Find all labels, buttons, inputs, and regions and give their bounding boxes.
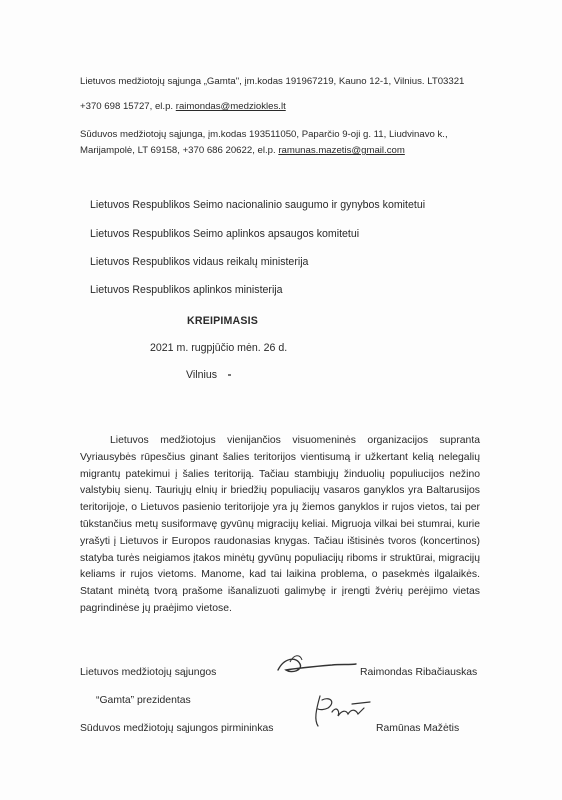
recipient-4: Lietuvos Respublikos aplinkos ministerija <box>90 284 283 296</box>
signatory-1-title: “Gamta” prezidentas <box>96 695 191 706</box>
header-address: Marijampolė, LT 69158, +370 686 20622, el.p. <box>80 145 279 156</box>
header-phone: +370 698 15727, el.p. <box>80 101 176 112</box>
document-place: Vilnius <box>186 369 218 381</box>
header-line-4 <box>80 145 405 157</box>
signatory-2-name: Ramūnas Mažėtis <box>376 723 460 734</box>
signatory-1-name: Raimondas Ribačiauskas <box>360 667 478 678</box>
document-body <box>80 433 480 618</box>
recipient-1: Lietuvos Respublikos Seimo nacionalinio saugumo ir gynybos komitetui <box>90 199 426 211</box>
recipient-2: Lietuvos Respublikos Seimo aplinkos apsaugos komitetui <box>90 228 360 240</box>
email-link-raimondas[interactable]: raimondas@medziokles.lt <box>175 101 286 112</box>
signature-1-image <box>270 648 360 688</box>
body-paragraph: Lietuvos medžiotojus vienijančios visuomeninės organizacijos supranta Vyriausybės rūpesčius ginant šalies teritorijos vientisumą ir užkertant kelią nelegalių migrantų patekimui į šalies teritoriją. Tačiau stambiųjų žinduolių populiucijos nežino valstybių sienų. Tauriųjų elnių ir briedžių populiacijų vasaros ganyklos yra Baltarusijos teritorijoje, o Lietuvos pasienio teritorijoje yra jų žiemos ganyklos ir rujos vietos, tai per tūkstančius metų susiformavę gyvūnų migracijų keliai. Migruoja vilkai bei stumrai, kurie yrašyti į Lietuvos ir Europos raudonasias knygas. Tačiau ištisinės tvoros (koncertinos) statyba turės neigiamos įtakos minėtų gyvūnų populiacijų riboms ir struktūrai, migracijų keliams ir rujos vietoms. Manome, kad tai laikina problema, o pasekmės ilgalaikės. Statant minėtą tvorą prašome išanalizuoti galimybę ir įrengti žvėrių perėjimo vietas pagrindinėse jų praėjimo vietose. <box>80 435 480 614</box>
signatory-1-org: Lietuvos medžiotojų sąjungos <box>80 667 217 678</box>
signature-2-image <box>300 692 380 732</box>
ink-dot <box>228 374 231 376</box>
document-title: KREIPIMASIS <box>187 315 259 327</box>
signatory-2-org: Sūduvos medžiotojų sąjungos pirmininkas <box>80 723 274 734</box>
document-date: 2021 m. rugpjūčio mėn. 26 d. <box>150 342 288 354</box>
email-link-ramunas[interactable]: ramunas.mazetis@gmail.com <box>278 145 405 156</box>
recipient-3: Lietuvos Respublikos vidaus reikalų ministerija <box>90 256 309 268</box>
header-line-1: Lietuvos medžiotojų sąjunga „Gamta", įm.kodas 191967219, Kauno 12-1, Vilnius. LT03321 <box>80 76 465 87</box>
header-line-2 <box>80 101 286 113</box>
header-line-3: Sūduvos medžiotojų sąjunga, įm.kodas 193511050, Paparčio 9-oji g. 11, Liudvinavo k., <box>80 129 448 140</box>
